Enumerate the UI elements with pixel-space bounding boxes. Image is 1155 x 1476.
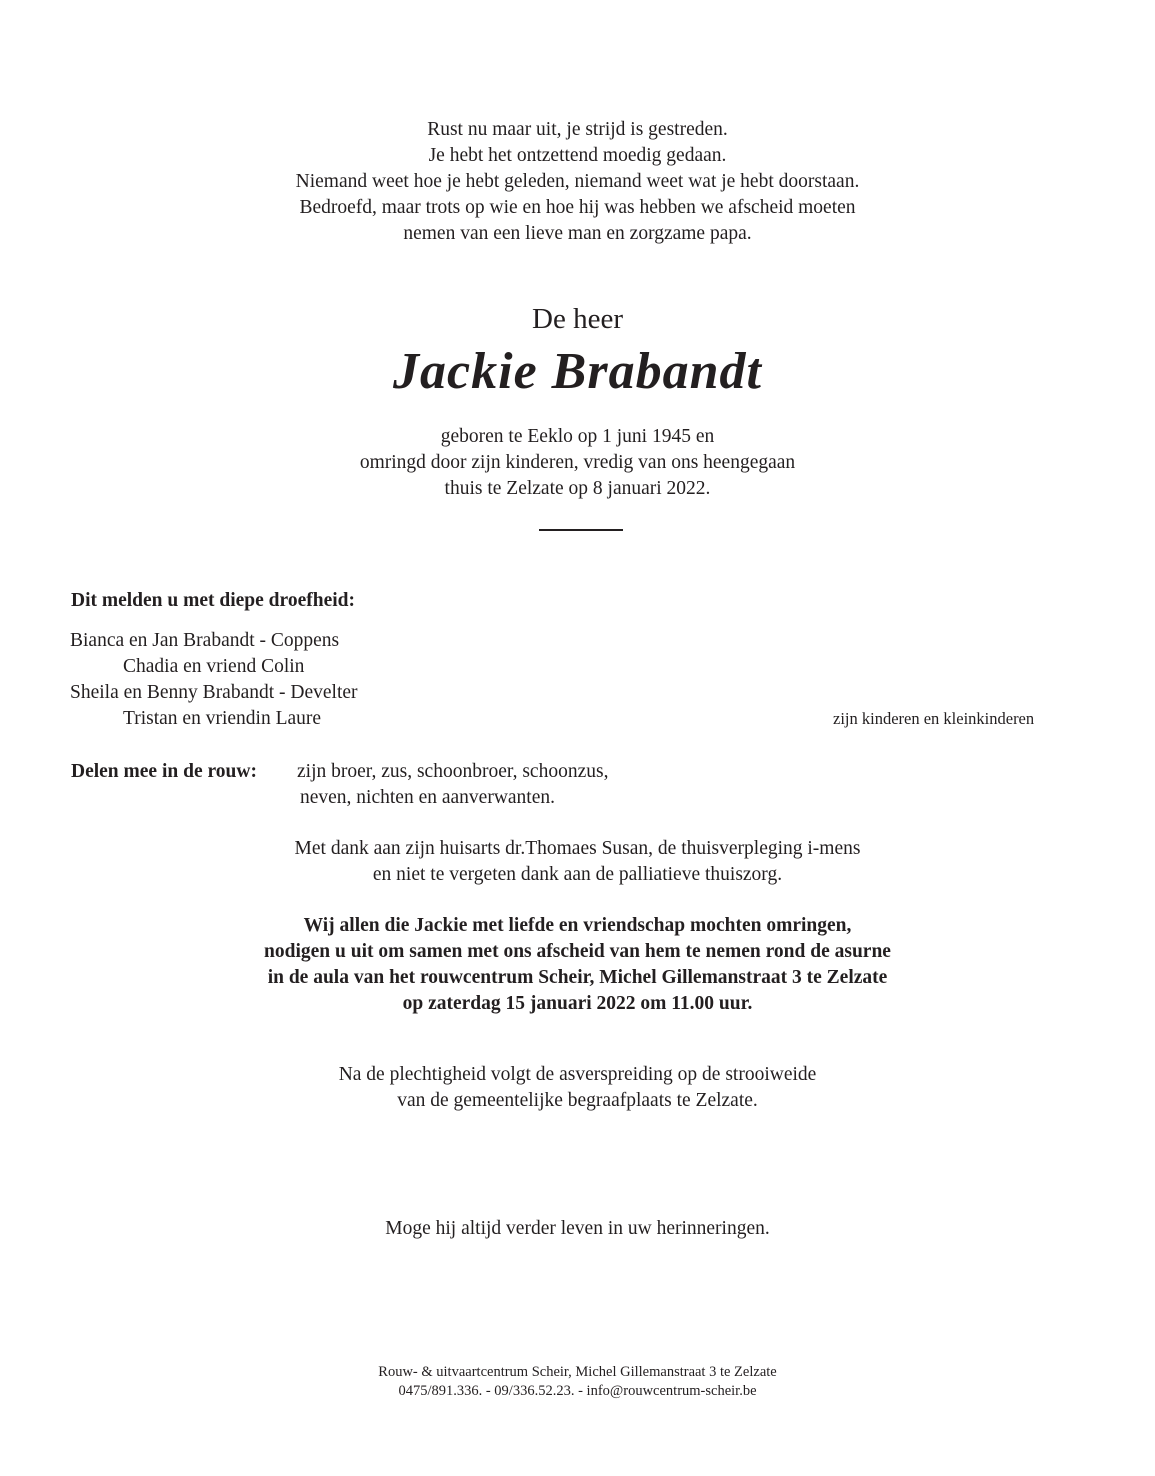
poem-line: Niemand weet hoe je hebt geleden, niemand weet wat je hebt doorstaan.: [295, 171, 860, 192]
family-list: [70, 628, 358, 732]
poem-line: Rust nu maar uit, je strijd is gestreden.: [427, 119, 728, 140]
deceased-name: Jackie Brabandt: [393, 343, 762, 400]
footer-contact: 0475/891.336. - 09/336.52.23. - info@rouwcentrum-scheir.be: [398, 1383, 757, 1399]
thanks-line: Met dank aan zijn huisarts dr.Thomaes Susan, de thuisverpleging i-mens: [294, 838, 861, 859]
poem-line: Bedroefd, maar trots op wie en hoe hij was hebben we afscheid moeten: [299, 197, 856, 218]
footer: [0, 1363, 1155, 1401]
divider: [539, 529, 623, 531]
deceased-details: [0, 424, 1155, 502]
mourning-line: zijn broer, zus, schoonbroer, schoonzus,: [297, 761, 609, 782]
ceremony-invitation: [0, 913, 1155, 1017]
ceremony-line: op zaterdag 15 januari 2022 om 11.00 uur.: [402, 993, 753, 1014]
announcement-heading: Dit melden u met diepe droefheid:: [71, 590, 355, 611]
family-member: Sheila en Benny Brabandt - Develter: [70, 682, 358, 703]
details-line: geboren te Eeklo op 1 juni 1945 en: [440, 426, 715, 447]
ceremony-line: nodigen u uit om samen met ons afscheid van hem te nemen rond de asurne: [264, 941, 891, 962]
salutation: De heer: [532, 303, 623, 335]
mourning-line: neven, nichten en aanverwanten.: [300, 787, 556, 808]
family-member: Chadia en vriend Colin: [123, 656, 305, 677]
family-member: Tristan en vriendin Laure: [123, 708, 322, 729]
footer-address: Rouw- & uitvaartcentrum Scheir, Michel Gillemanstraat 3 te Zelzate: [378, 1364, 777, 1380]
poem: [0, 117, 1155, 247]
mourning-label: Delen mee in de rouw:: [71, 761, 257, 782]
details-line: thuis te Zelzate op 8 januari 2022.: [444, 478, 711, 499]
after-line: Na de plechtigheid volgt de asverspreiding op de strooiweide: [338, 1064, 817, 1085]
ceremony-line: Wij allen die Jackie met liefde en vriendschap mochten omringen,: [303, 915, 852, 936]
poem-line: Je hebt het ontzettend moedig gedaan.: [428, 145, 727, 166]
details-line: omringd door zijn kinderen, vredig van ons heengegaan: [359, 452, 796, 473]
after-line: van de gemeentelijke begraafplaats te Zelzate.: [397, 1090, 758, 1111]
thanks-section: [0, 836, 1155, 888]
after-ceremony: [0, 1062, 1155, 1114]
poem-line: nemen van een lieve man en zorgzame papa.: [403, 223, 752, 244]
closing-line: Moge hij altijd verder leven in uw herinneringen.: [385, 1218, 770, 1239]
thanks-line: en niet te vergeten dank aan de palliatieve thuiszorg.: [372, 864, 783, 885]
mourning-section: [71, 759, 608, 811]
family-relation: zijn kinderen en kleinkinderen: [833, 709, 1035, 728]
family-member: Bianca en Jan Brabandt - Coppens: [70, 630, 340, 651]
ceremony-line: in de aula van het rouwcentrum Scheir, Michel Gillemanstraat 3 te Zelzate: [267, 967, 888, 988]
